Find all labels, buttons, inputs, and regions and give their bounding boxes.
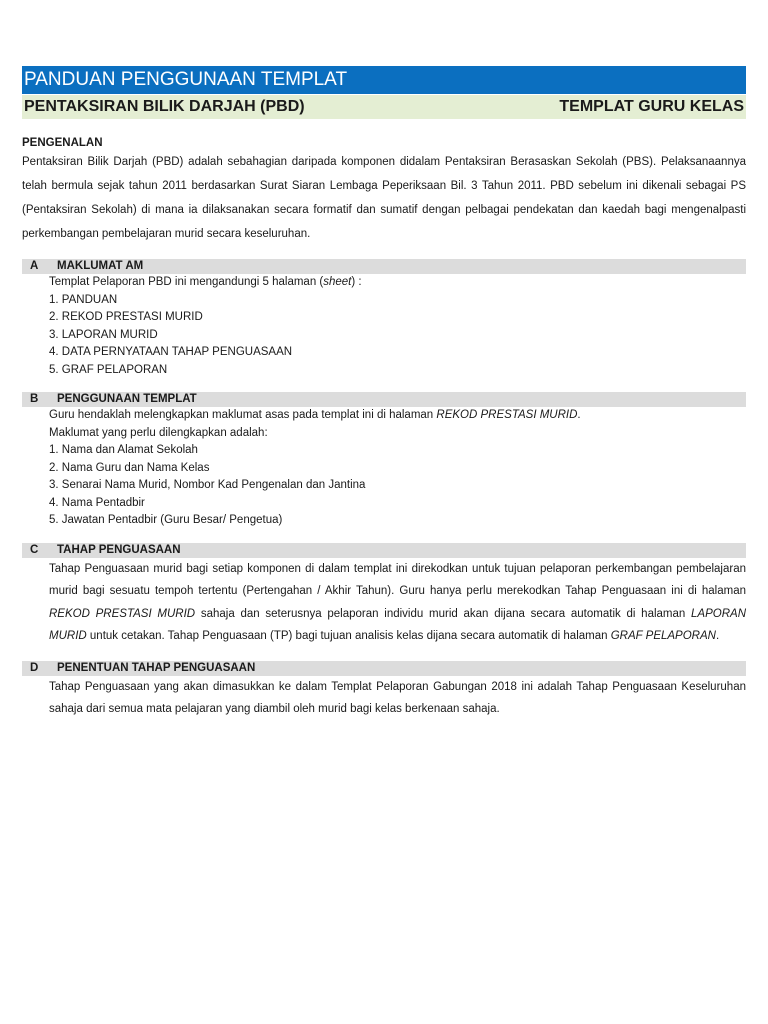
document-title-banner (22, 66, 746, 94)
subtitle-right: TEMPLAT GURU KELAS (559, 98, 744, 115)
section-d-paragraph: Tahap Penguasaan yang akan dimasukkan ke dalam Templat Pelaporan Gabungan 2018 ini adalah Tahap Penguasaan Keseluruhan sahaja dari semua mata pelajaran yang diambil oleh murid bagi kelas berkenaan sahaja. (49, 680, 746, 715)
list-item: 1. PANDUAN (49, 293, 118, 306)
section-d-letter: D (30, 661, 39, 674)
section-c-paragraph: Tahap Penguasaan murid bagi setiap komponen di dalam templat ini direkodkan untuk tujuan pelaporan perkembangan pembelajaran murid bagi sesuatu tempoh tertentu (Pertengahan / Akhir Tahun). Guru hanya perlu merekodkan Tahap Penguasaan ini di halaman REKOD PRESTASI MURID sahaja dan seterusnya pelaporan individu murid akan dijana secara automatik di halaman LAPORAN MURID untuk cetakan. Tahap Penguasaan (TP) bagi tujuan analisis kelas dijana secara automatik di halaman GRAF PELAPORAN. (49, 562, 746, 642)
section-b (22, 392, 746, 530)
section-c-letter: C (30, 543, 39, 556)
section-a-intro: Templat Pelaporan PBD ini mengandungi 5 halaman (sheet) : (49, 276, 362, 288)
section-d (22, 661, 746, 721)
list-item: 2. REKOD PRESTASI MURID (49, 311, 203, 323)
section-c (22, 543, 746, 648)
section-c-title: TAHAP PENGUASAAN (57, 543, 181, 556)
section-b-title: PENGGUNAAN TEMPLAT (57, 393, 197, 405)
section-b-list (22, 442, 746, 530)
section-a (22, 259, 746, 379)
section-d-title: PENENTUAN TAHAP PENGUASAAN (57, 661, 256, 674)
list-item: 3. Senarai Nama Murid, Nombor Kad Pengenalan dan Jantina (49, 479, 366, 491)
list-item: 5. Jawatan Pentadbir (Guru Besar/ Pengetua) (49, 514, 283, 526)
section-d-header (22, 661, 746, 676)
section-a-letter: A (30, 260, 39, 272)
section-b-line1: Guru hendaklah melengkapkan maklumat asas pada templat ini di halaman REKOD PRESTASI MURID. (49, 409, 581, 421)
section-b-header (22, 392, 746, 407)
subtitle-bar (22, 95, 746, 119)
section-b-line2: Maklumat yang perlu dilengkapkan adalah: (49, 426, 268, 439)
list-item: 4. DATA PERNYATAAN TAHAP PENGUASAAN (49, 346, 293, 358)
document-title: PANDUAN PENGGUNAAN TEMPLAT (24, 69, 348, 90)
section-a-header (22, 259, 746, 274)
list-item: 4. Nama Pentadbir (49, 496, 145, 509)
section-a-title: MAKLUMAT AM (57, 260, 144, 272)
intro-heading: PENGENALAN (22, 137, 103, 149)
intro-paragraph: Pentaksiran Bilik Darjah (PBD) adalah sebahagian daripada komponen didalam Pentaksiran Berasaskan Sekolah (PBS). Pelaksanaannya telah bermula sejak tahun 2011 berdasarkan Surat Siaran Lembaga Peperiksaan Bil. 3 Tahun 2011. PBD sebelum ini dikenali sebagai PS (Pentaksiran Sekolah) di mana ia dilaksanakan secara formatif dan sumatif dengan pelbagai pendekatan dan kaedah bagi mengenalpasti perkembangan pembelajaran murid secara keseluruhan. (22, 156, 746, 240)
list-item: 3. LAPORAN MURID (49, 328, 158, 341)
section-a-list (22, 292, 746, 380)
section-c-header (22, 543, 746, 558)
document-page (22, 66, 746, 721)
subtitle-left: PENTAKSIRAN BILIK DARJAH (PBD) (24, 98, 305, 115)
list-item: 1. Nama dan Alamat Sekolah (49, 444, 198, 456)
list-item: 5. GRAF PELAPORAN (49, 363, 168, 376)
list-item: 2. Nama Guru dan Nama Kelas (49, 461, 210, 474)
section-b-letter: B (30, 393, 39, 405)
